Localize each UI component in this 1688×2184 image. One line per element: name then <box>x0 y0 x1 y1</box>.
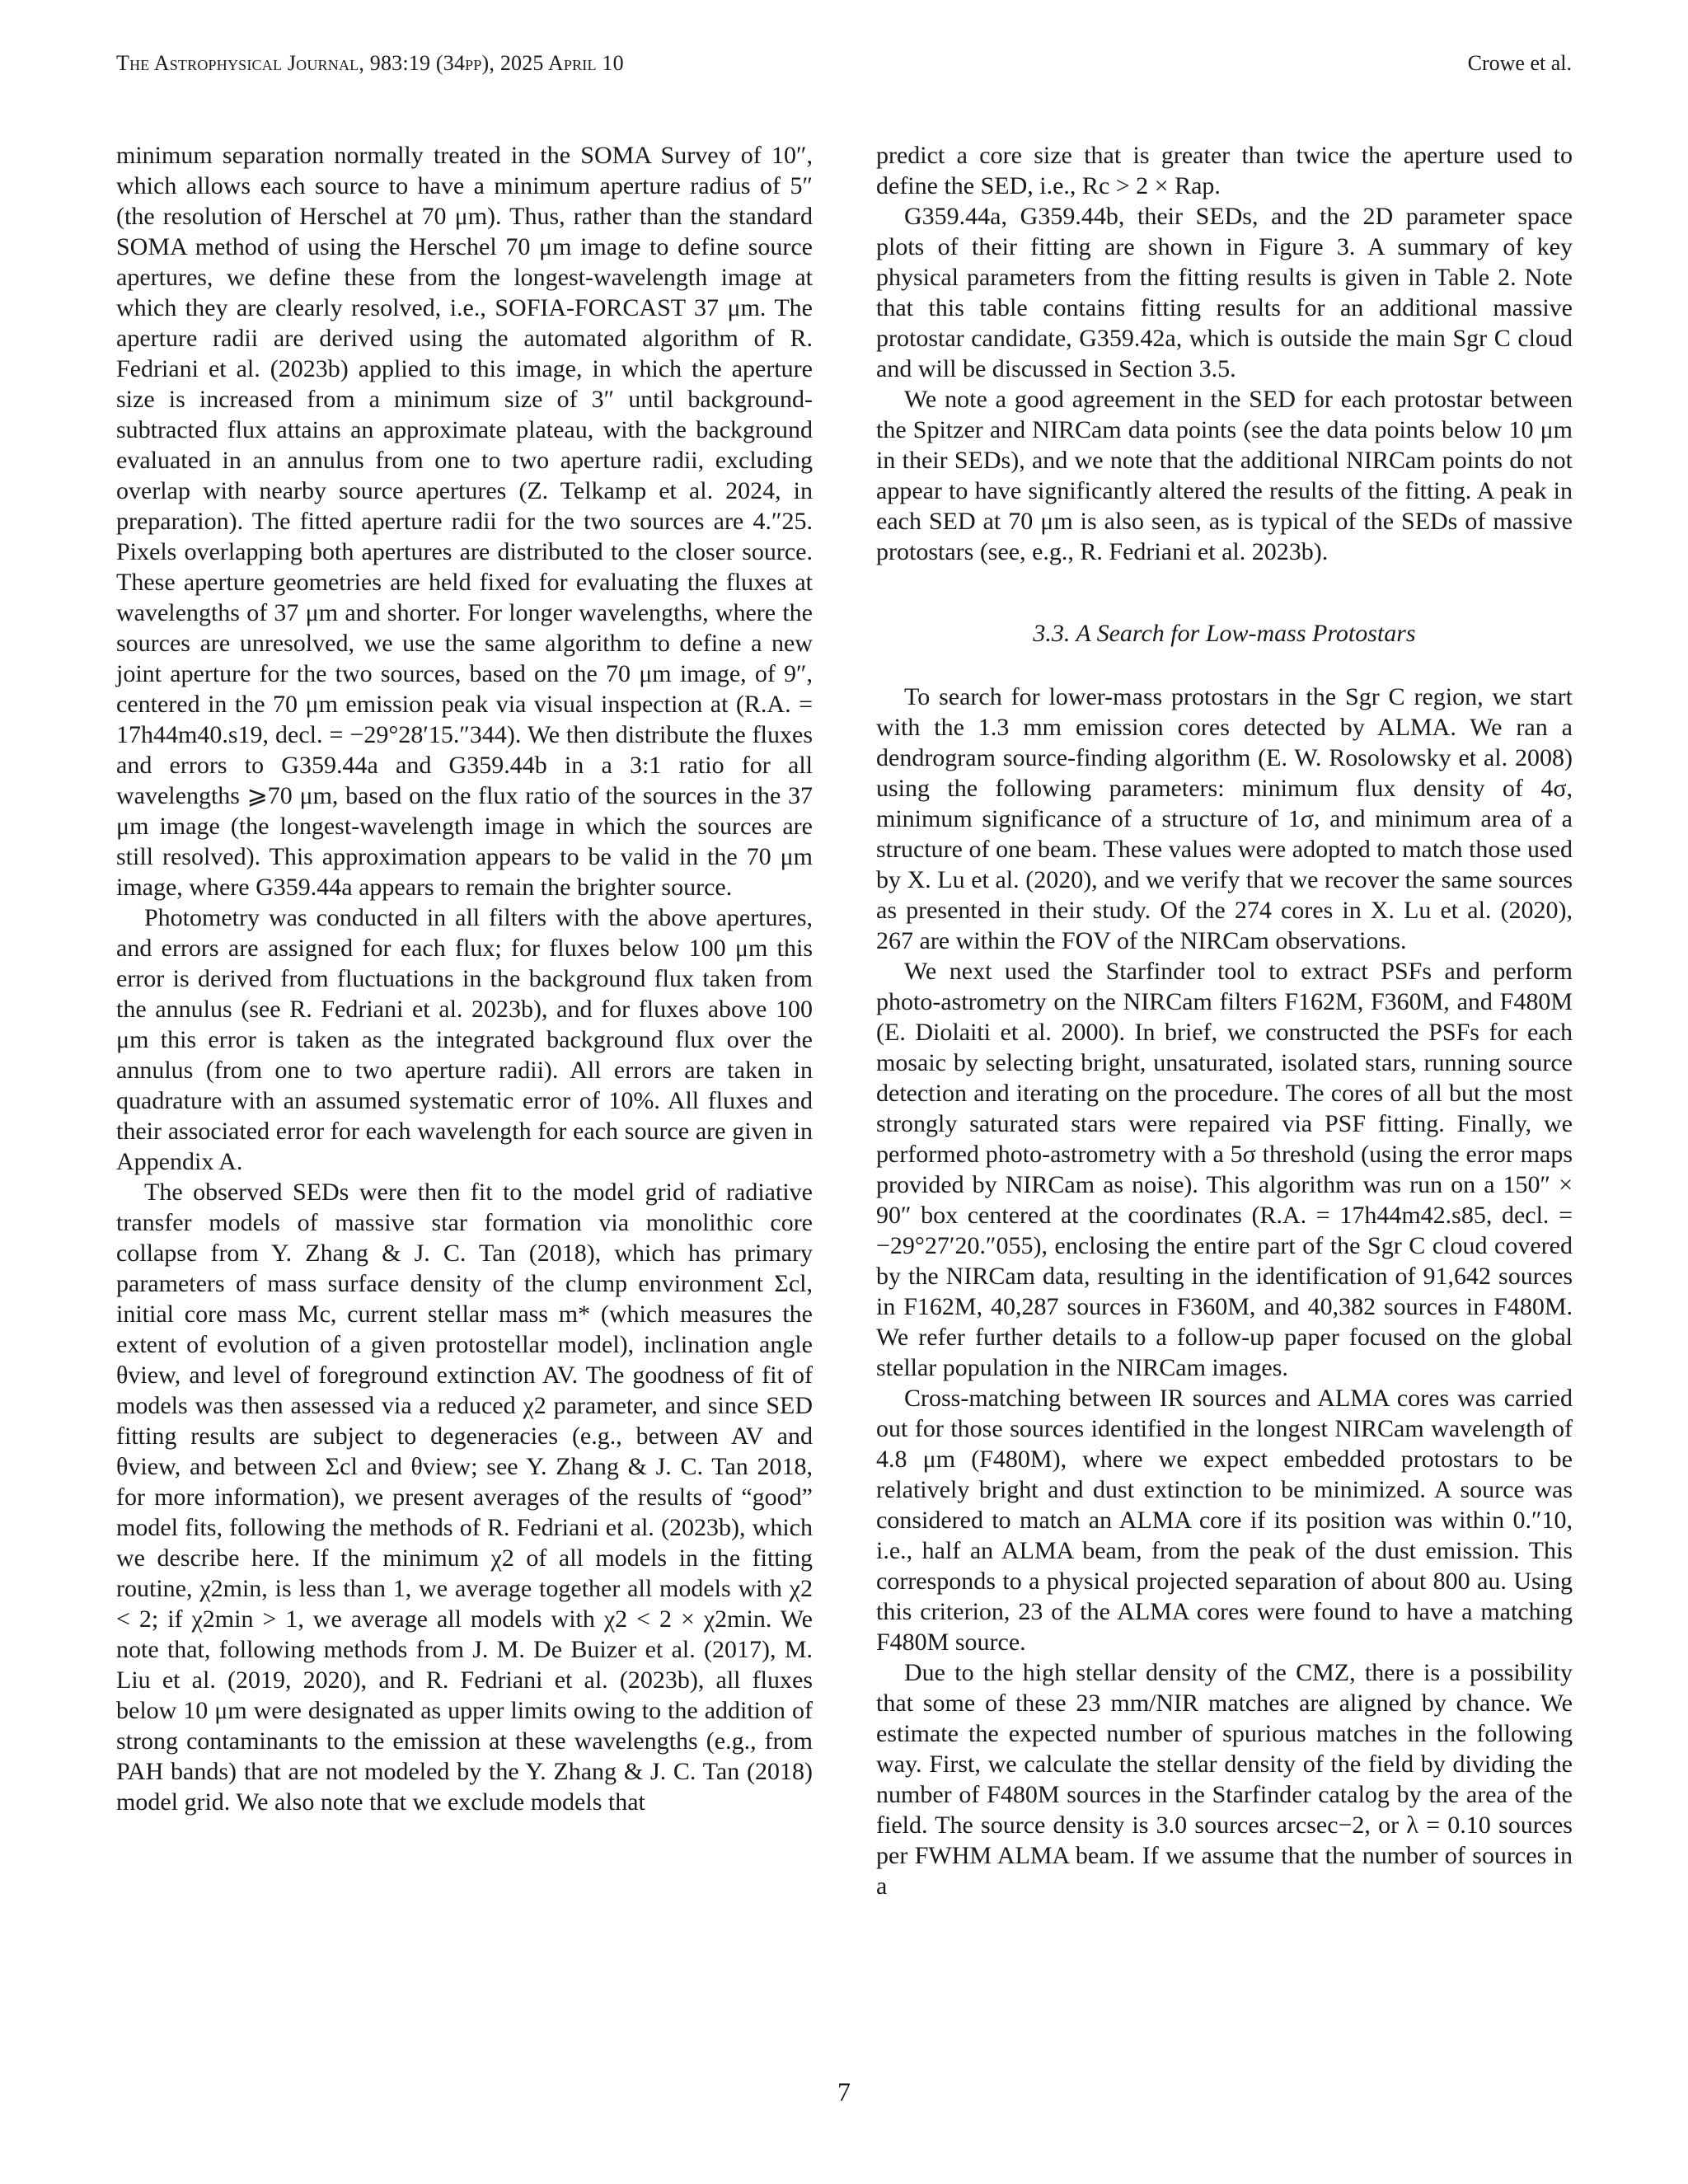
right-paragraph-1: predict a core size that is greater than twice the aperture used to define the SED, i.e., Rc > 2 × Rap. <box>876 142 1573 199</box>
right-paragraph-2: G359.44a, G359.44b, their SEDs, and the 2D parameter space plots of their fitting are shown in Figure 3. A summary of key physical parameters from the fitting results is given in Table 2. Note that this table contains fitting results for an additional massive protostar candidate, G359.42a, which is outside the main Sgr C cloud and will be discussed in Section 3.5. <box>876 203 1573 382</box>
left-paragraph-2: Photometry was conducted in all filters with the above apertures, and errors are assigned for each flux; for fluxes below 100 μm this error is derived from fluctuations in the background flux taken from the annulus (see R. Fedriani et al. 2023b), and for fluxes above 100 μm this error is taken as the integrated background flux over the annulus (from one to two aperture radii). All errors are taken in quadrature with an assumed systematic error of 10%. All fluxes and their associated error for each wavelength for each source are given in Appendix A. <box>116 904 813 1175</box>
right-paragraph-5: We next used the Starfinder tool to extract PSFs and perform photo-astrometry on the NIRCam filters F162M, F360M, and F480M (E. Diolaiti et al. 2000). In brief, we constructed the PSFs for each mosaic by selecting bright, unsaturated, isolated stars, running source detection and iterating on the procedure. The cores of all but the most strongly saturated stars were repaired via PSF fitting. Finally, we performed photo-astrometry with a 5σ threshold (using the error maps provided by NIRCam as noise). This algorithm was run on a 150″ × 90″ box centered at the coordinates (R.A. = 17h44m42.s85, decl. = −29°27′20.″055), enclosing the entire part of the Sgr C cloud covered by the NIRCam data, resulting in the identification of 91,642 sources in F162M, 40,287 sources in F360M, and 40,382 sources in F480M. We refer further details to a follow-up paper focused on the global stellar population in the NIRCam images. <box>876 958 1573 1381</box>
left-paragraph-3: The observed SEDs were then fit to the model grid of radiative transfer models of massive star formation via monolithic core collapse from Y. Zhang & J. C. Tan (2018), which has primary parameters of mass surface density of the clump environment Σcl, initial core mass Mc, current stellar mass m* (which measures the extent of evolution of a given protostellar model), inclination angle θview, and level of foreground extinction AV. The goodness of fit of models was then assessed via a reduced χ2 parameter, and since SED fitting results are subject to degeneracies (e.g., between AV and θview, and between Σcl and θview; see Y. Zhang & J. C. Tan 2018, for more information), we present averages of the results of “good” model fits, following the methods of R. Fedriani et al. (2023b), which we describe here. If the minimum χ2 of all models in the fitting routine, χ2min, is less than 1, we average together all models with χ2 < 2; if χ2min > 1, we average all models with χ2 < 2 × χ2min. We note that, following methods from J. M. De Buizer et al. (2017), M. Liu et al. (2019, 2020), and R. Fedriani et al. (2023b), all fluxes below 10 μm were designated as upper limits owing to the addition of strong contaminants to the emission at these wavelengths (e.g., from PAH bands) that are not modeled by the Y. Zhang & J. C. Tan (2018) model grid. We also note that we exclude models that <box>116 1179 813 1816</box>
left-paragraph-1: minimum separation normally treated in the SOMA Survey of 10″, which allows each source to have a minimum aperture radius of 5″ (the resolution of Herschel at 70 μm). Thus, rather than the standard SOMA method of using the Herschel 70 μm image to define source apertures, we define these from the longest-wavelength image at which they are clearly resolved, i.e., SOFIA-FORCAST 37 μm. The aperture radii are derived using the automated algorithm of R. Fedriani et al. (2023b) applied to this image, in which the aperture size is increased from a minimum size of 3″ until background-subtracted flux attains an approximate plateau, with the background evaluated in an annulus from one to two aperture radii, excluding overlap with nearby source apertures (Z. Telkamp et al. 2024, in preparation). The fitted aperture radii for the two sources are 4.″25. Pixels overlapping both apertures are distributed to the closer source. These aperture geometries are held fixed for evaluating the fluxes at wavelengths of 37 μm and shorter. For longer wavelengths, where the sources are unresolved, we use the same algorithm to define a new joint aperture for the two sources, based on the 70 μm image, of 9″, centered in the 70 μm emission peak via visual inspection at (R.A. = 17h44m40.s19, decl. = −29°28′15.″344). We then distribute the fluxes and errors to G359.44a and G359.44b in a 3:1 ratio for all wavelengths ⩾70 μm, based on the flux ratio of the sources in the 37 μm image (the longest-wavelength image in which the sources are still resolved). This approximation appears to be valid in the 70 μm image, where G359.44a appears to remain the brighter source. <box>116 142 813 901</box>
journal-citation: The Astrophysical Journal, 983:19 (34pp), 2025 April 10 <box>116 51 624 75</box>
right-paragraph-4: To search for lower-mass protostars in the Sgr C region, we start with the 1.3 mm emission cores detected by ALMA. We ran a dendrogram source-finding algorithm (E. W. Rosolowsky et al. 2008) using the following parameters: minimum flux density of 4σ, minimum significance of a structure of 1σ, and minimum area of a structure of one beam. These values were adopted to match those used by X. Lu et al. (2020), and we verify that we recover the same sources as presented in their study. Of the 274 cores in X. Lu et al. (2020), 267 are within the FOV of the NIRCam observations. <box>876 683 1573 954</box>
right-paragraph-6: Cross-matching between IR sources and ALMA cores was carried out for those sources identified in the longest NIRCam wavelength of 4.8 μm (F480M), where we expect embedded protostars to be relatively bright and dust extinction to be minimized. A source was considered to match an ALMA core if its position was within 0.″10, i.e., half an ALMA beam, from the peak of the dust emission. This corresponds to a physical projected separation of about 800 au. Using this criterion, 23 of the ALMA cores were found to have a matching F480M source. <box>876 1385 1573 1656</box>
running-authors: Crowe et al. <box>1467 51 1572 75</box>
running-header <box>116 51 1572 84</box>
right-column <box>876 140 1573 1901</box>
right-paragraph-7: Due to the high stellar density of the CMZ, there is a possibility that some of these 23 mm/NIR matches are aligned by chance. We estimate the expected number of spurious matches in the following way. First, we calculate the stellar density of the field by dividing the number of F480M sources in the Starfinder catalog by the area of the field. The source density is 3.0 sources arcsec−2, or λ = 0.10 sources per FWHM ALMA beam. If we assume that the number of sources in a <box>876 1659 1573 1900</box>
section-heading: 3.3. A Search for Low-mass Protostars <box>1033 620 1416 647</box>
right-paragraph-3: We note a good agreement in the SED for each protostar between the Spitzer and NIRCam data points (see the data points below 10 μm in their SEDs), and we note that the additional NIRCam points do not appear to have significantly altered the results of the fitting. A peak in each SED at 70 μm is also seen, as is typical of the SEDs of massive protostars (see, e.g., R. Fedriani et al. 2023b). <box>876 386 1573 565</box>
left-column <box>116 140 813 1817</box>
page-number: 7 <box>837 2077 851 2107</box>
